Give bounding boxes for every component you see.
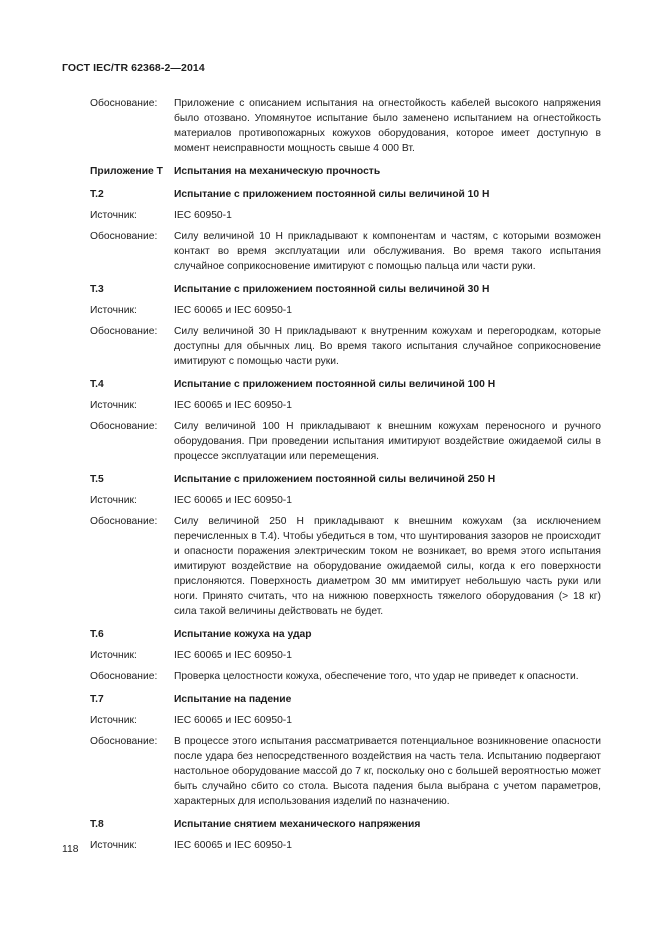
rationale-text: Проверка целостности кожуха, обеспечение того, что удар не приведет к опасности. [174, 671, 579, 682]
section-rationale [90, 734, 601, 809]
section-number: Т.5 [90, 474, 104, 485]
rationale-label: Обоснование: [90, 421, 158, 432]
rationale-text: В процессе этого испытания рассматривается потенциальное возникновение опасности после удара без непосредственного воздействия на часть тела. Испытанию подвергают настольное оборудование массой до 7 кг, поскольку оно с большей вероятностью может быть случайно сбито со стола. Высота падения была выбрана с учетом параметров, характерных для использования изделий по назначению. [174, 736, 601, 807]
section-heading [90, 692, 601, 707]
section-title: Испытание на падение [174, 694, 292, 705]
appendix-label: Приложение Т [90, 166, 163, 177]
section-heading [90, 472, 601, 487]
section-number: Т.8 [90, 819, 104, 830]
source-label: Источник: [90, 840, 137, 851]
intro-rationale [90, 96, 601, 156]
appendix-heading [90, 164, 601, 179]
section-source [90, 838, 601, 853]
section-heading [90, 282, 601, 297]
source-text: IEC 60065 и IEC 60950-1 [174, 650, 292, 661]
section-rationale [90, 419, 601, 464]
rationale-text: Силу величиной 250 Н прикладывают к внешним кожухам (за исключением перечисленных в Т.4). Чтобы убедиться в том, что шунтирования зазоров не происходит и опасности поражения электрическим током не возникает, во время этого испытания имитируют воздействие на оборудование ожидаемой силы, когда к его поверхности прислоняются. Поверхность диаметром 30 мм имитирует небольшую часть руки или ноги. Принято считать, что на нижнюю поверхность тяжелого оборудования (> 18 кг) сила такой величины действовать не будет. [174, 516, 601, 617]
source-text: IEC 60065 и IEC 60950-1 [174, 840, 292, 851]
section-source [90, 208, 601, 223]
source-text: IEC 60065 и IEC 60950-1 [174, 715, 292, 726]
section-source [90, 398, 601, 413]
rationale-label: Обоснование: [90, 98, 158, 109]
rationale-text: Силу величиной 100 Н прикладывают к внешним кожухам переносного и ручного оборудования. При проведении испытания имитируют воздействие ожидаемой силы в процессе эксплуатации или перемещения. [174, 421, 601, 462]
section-rationale [90, 514, 601, 619]
section-heading [90, 187, 601, 202]
rationale-label: Обоснование: [90, 326, 158, 337]
document-body [90, 96, 601, 853]
source-label: Источник: [90, 210, 137, 221]
source-label: Источник: [90, 400, 137, 411]
section-heading [90, 377, 601, 392]
section-source [90, 648, 601, 663]
section-title: Испытание с приложением постоянной силы величиной 250 Н [174, 474, 496, 485]
section-number: Т.7 [90, 694, 104, 705]
section-title: Испытание с приложением постоянной силы величиной 30 Н [174, 284, 490, 295]
rationale-label: Обоснование: [90, 231, 158, 242]
section-source [90, 303, 601, 318]
source-text: IEC 60065 и IEC 60950-1 [174, 495, 292, 506]
section-heading [90, 817, 601, 832]
section-rationale [90, 229, 601, 274]
section-rationale [90, 324, 601, 369]
rationale-text: Силу величиной 30 Н прикладывают к внутренним кожухам и перегородкам, которые доступны для обычных лиц. Во время такого испытания случайное соприкосновение имитируют с помощью части руки. [174, 326, 601, 367]
rationale-label: Обоснование: [90, 516, 158, 527]
source-text: IEC 60065 и IEC 60950-1 [174, 400, 292, 411]
section-source [90, 493, 601, 508]
source-text: IEC 60950-1 [174, 210, 232, 221]
source-label: Источник: [90, 495, 137, 506]
rationale-text: Приложение с описанием испытания на огнестойкость кабелей высокого напряжения было отозвано. Упомянутое испытание было заменено испытанием на огнестойкость материалов противопожарных кожухов оборудования, которое имеет доступную в момент неисправности мощность свыше 4 000 Вт. [174, 98, 601, 154]
section-number: Т.3 [90, 284, 104, 295]
section-heading [90, 627, 601, 642]
section-number: Т.4 [90, 379, 104, 390]
page-number: 118 [62, 844, 79, 855]
appendix-title: Испытания на механическую прочность [174, 166, 381, 177]
section-source [90, 713, 601, 728]
section-number: Т.6 [90, 629, 104, 640]
section-title: Испытание с приложением постоянной силы величиной 10 Н [174, 189, 490, 200]
document-header: ГОСТ IEC/TR 62368-2—2014 [62, 62, 205, 74]
source-text: IEC 60065 и IEC 60950-1 [174, 305, 292, 316]
section-title: Испытание кожуха на удар [174, 629, 312, 640]
rationale-label: Обоснование: [90, 736, 158, 747]
section-title: Испытание с приложением постоянной силы величиной 100 Н [174, 379, 496, 390]
rationale-label: Обоснование: [90, 671, 158, 682]
source-label: Источник: [90, 305, 137, 316]
section-number: Т.2 [90, 189, 104, 200]
section-rationale [90, 669, 601, 684]
rationale-text: Силу величиной 10 Н прикладывают к компонентам и частям, с которыми возможен контакт во время эксплуатации или обслуживания. Во время такого испытания случайное соприкосновение имитируют с помощью пальца или части руки. [174, 231, 601, 272]
section-title: Испытание снятием механического напряжения [174, 819, 421, 830]
source-label: Источник: [90, 715, 137, 726]
source-label: Источник: [90, 650, 137, 661]
